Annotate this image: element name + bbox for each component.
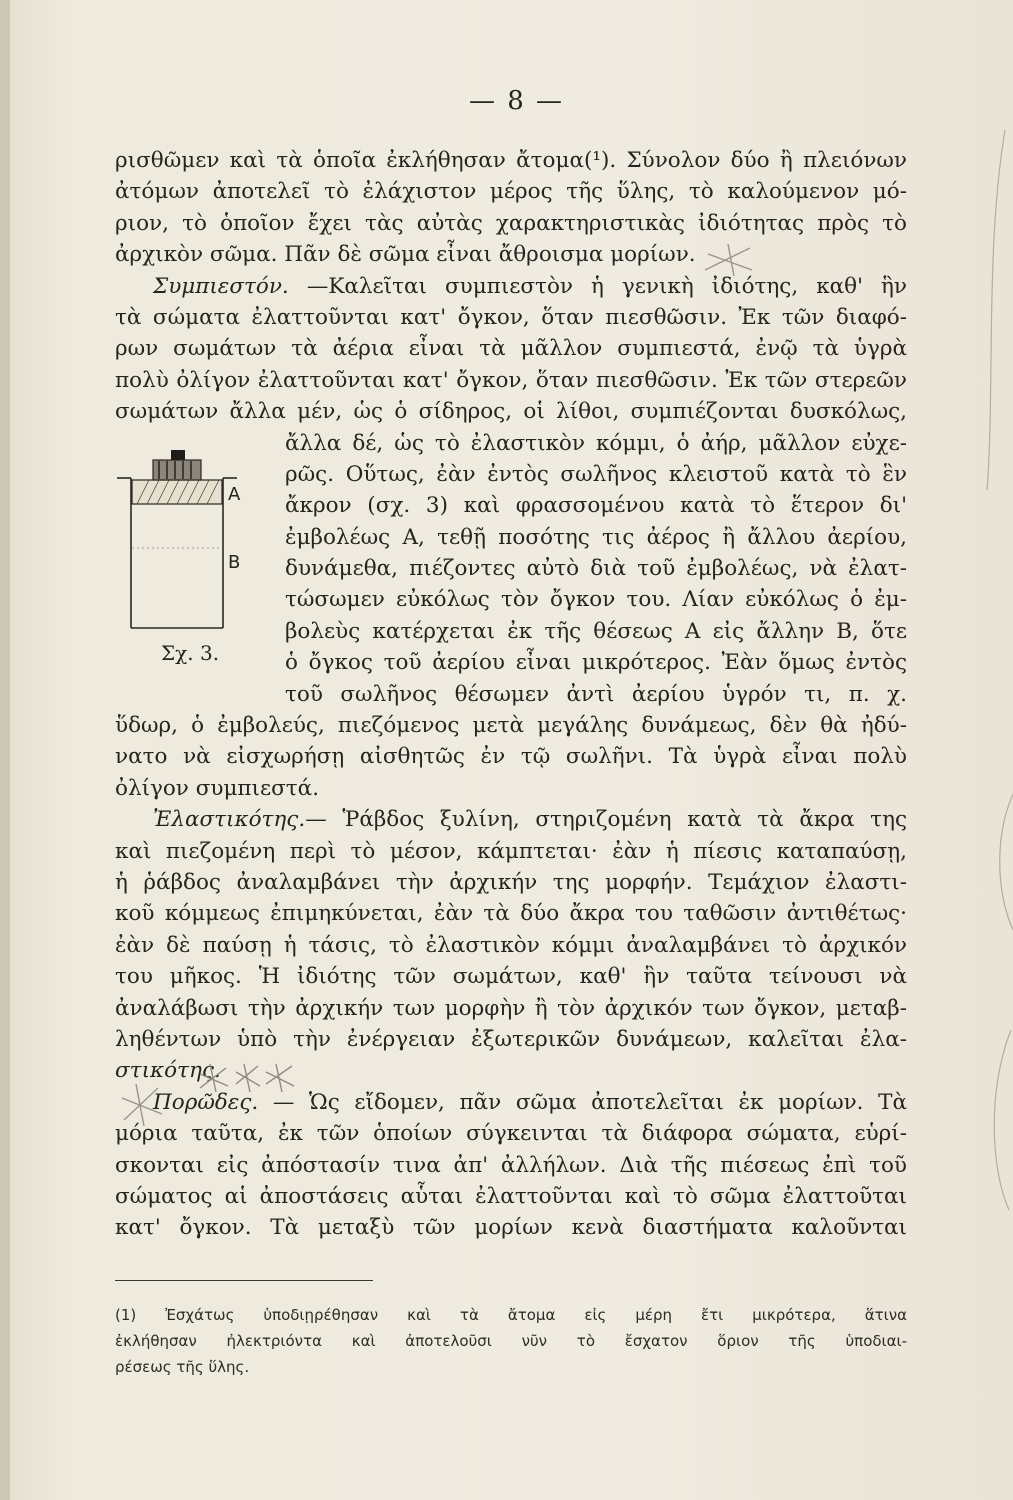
figure-block — [115, 428, 907, 711]
text-run: στικότης. — [115, 1058, 221, 1084]
text-line: ἡ ῥάβδος ἀναλαμβάνει τὴν ἀρχικήν της μορφήν. Τεμάχιον ἐλαστι- — [115, 869, 907, 895]
text-line: ἀτόμων ἀποτελεῖ τὸ ἐλάχιστον μέρος τῆς ὕλης, τὸ καλούμενον μό- — [115, 179, 907, 205]
text-line: νατο νὰ εἰσχωρήσῃ αἰσθητῶς ἐν τῷ σωλῆνι. Τὰ ὑγρὰ εἶναι πολὺ — [115, 744, 907, 770]
text-line: μόρια ταῦτα, ἐκ τῶν ὁποίων σύγκεινται τὰ διάφορα σώματα, εὑρί- — [115, 1121, 907, 1147]
text-line: ἄκρον (σχ. 3) καὶ φρασσομένου κατὰ τὸ ἕτερον δι' — [285, 493, 907, 519]
pencil-sketch-margin — [965, 130, 1013, 1330]
text-line: δυνάμεθα, πιέζοντες αὐτὸ διὰ τοῦ ἐμβολέως, νὰ ἐλατ- — [285, 556, 907, 582]
figure-label-a: A — [228, 483, 241, 505]
inset-text — [285, 428, 907, 711]
text-line: βολεὺς κατέρχεται ἐκ τῆς θέσεως Α εἰς ἄλλην Β, ὅτε — [285, 618, 907, 644]
footnote-line: ἐκλήθησαν ἠλεκτριόντα καὶ ἀποτελοῦσι νῦν τὸ ἔσχατον ὅριον τῆς ὑποδιαι- — [115, 1332, 907, 1350]
text-line — [115, 1087, 907, 1118]
footnote — [115, 1302, 907, 1380]
text-line: πολὺ ὀλίγον ἐλαττοῦνται κατ' ὄγκον, ὅταν πιεσθῶσιν. Ἐκ τῶν στερεῶν — [115, 367, 907, 393]
text-line: σώματος αἱ ἀποστάσεις αὗται ἐλαττοῦνται καὶ τὸ σῶμα ἐλαττοῦται — [115, 1183, 907, 1209]
footnote-divider — [115, 1280, 373, 1281]
text-line: ρων σωμάτων τὰ ἀέρια εἶναι τὰ μᾶλλον συμπιεστά, ἐνῷ τὰ ὑγρὰ — [115, 336, 907, 362]
text-line: κοῦ κόμμεως ἐπιμηκύνεται, ἐὰν τὰ δύο ἄκρα του ταθῶσιν ἀντιθέτως· — [115, 901, 907, 927]
text-line: ἀρχικὸν σῶμα. Πᾶν δὲ σῶμα εἶναι ἄθροισμα μορίων. — [115, 242, 696, 268]
text-line: τὰ σώματα ἐλαττοῦνται κατ' ὄγκον, ὅταν πιεσθῶσιν. Ἐκ τῶν διαφό- — [115, 304, 907, 330]
text-line: τοῦ σωλῆνος θέσωμεν ἀντὶ ἀερίου ὑγρόν τι, π. χ. — [285, 681, 907, 707]
text-line: ρῶς. Οὕτως, ἐὰν ἐντὸς σωλῆνος κλειστοῦ κατὰ τὸ ἓν — [285, 461, 907, 487]
text-line: ληθέντων ὑπὸ τὴν ἐνέργειαν ἐξωτερικῶν δυνάμεων, καλεῖται ἐλα- — [115, 1026, 907, 1052]
text-line: ὕδωρ, ὁ ἐμβολεύς, πιεζόμενος μετὰ μεγάλης δυνάμεως, δὲν θὰ ἠδύ- — [115, 713, 907, 739]
text-run: — Ὡς εἴδομεν, πᾶν σῶμα ἀποτελεῖται ἐκ μορίων. Τὰ — [272, 1089, 907, 1115]
text-run: —Καλεῖται συμπιεστὸν ἡ γενικὴ ἰδιότης, καθ' ἣν — [306, 273, 907, 299]
figure-label-b: B — [228, 551, 241, 573]
page-number: — 8 — — [468, 86, 565, 116]
text-line: του μῆκος. Ἡ ἰδιότης τῶν σωμάτων, καθ' ἣν ταῦτα τείνουσι νὰ — [115, 964, 907, 990]
text-line: ἄλλα δέ, ὡς τὸ ἐλαστικὸν κόμμι, ὁ ἀήρ, μᾶλλον εὐχε- — [285, 430, 907, 456]
text-line: ρισθῶμεν καὶ τὰ ὁποῖα ἐκλήθησαν ἄτομα(¹). Σύνολον δύο ἢ πλειόνων — [115, 148, 907, 173]
text-line: τώσωμεν εὐκόλως τὸν ὄγκον του. Λίαν εὐκόλως ὁ ἐμ- — [285, 587, 907, 613]
footnote-line: ρέσεως τῆς ὕλης. — [115, 1358, 250, 1376]
main-text — [115, 145, 907, 1244]
text-line — [115, 804, 907, 835]
figure-caption: Σχ. 3. — [161, 640, 220, 665]
text-line — [115, 271, 907, 302]
text-line — [115, 1055, 907, 1086]
section-heading-porosity: Πορῶδες. — [153, 1089, 259, 1115]
footnote-line: (1) Ἐσχάτως ὑποδιῃρέθησαν καὶ τὰ ἄτομα εἰς μέρη ἔτι μικρότερα, ἅτινα — [115, 1306, 907, 1324]
text-run: — Ῥάβδος ξυλίνη, στηριζομένη κατὰ τὰ ἄκρα της — [305, 807, 907, 833]
section-heading-elasticity: Ἐλαστικότης. — [153, 807, 306, 833]
text-line: ριον, τὸ ὁποῖον ἔχει τὰς αὐτὰς χαρακτηριστικὰς ἰδιότητας πρὸς τὸ — [115, 210, 907, 236]
text-line: σωμάτων ἄλλα μέν, ὡς ὁ σίδηρος, οἱ λίθοι, συμπιέζονται δυσκόλως, — [115, 399, 907, 425]
text-line: ὀλίγον συμπιεστά. — [115, 775, 320, 801]
text-line: ἐὰν δὲ παύσῃ ἡ τάσις, τὸ ἐλαστικὸν κόμμι ἀναλαμβάνει τὸ ἀρχικόν — [115, 932, 907, 958]
text-line: ἀναλάβωσι τὴν ἀρχικήν των μορφὴν ἢ τὸν ἀρχικόν των ὄγκον, μεταβ- — [115, 995, 907, 1021]
text-line: κατ' ὄγκον. Τὰ μεταξὺ τῶν μορίων κενὰ διαστήματα καλοῦνται — [115, 1215, 907, 1241]
text-line: ὁ ὄγκος τοῦ ἀερίου εἶναι μικρότερος. Ἐὰν ὅμως ἐντὸς — [285, 650, 907, 676]
text-line: σκονται εἰς ἀπόστασίν τινα ἀπ' ἀλλήλων. Διὰ τῆς πιέσεως ἐπὶ τοῦ — [115, 1152, 907, 1178]
text-line: καὶ πιεζομένη περὶ τὸ μέσον, κάμπτεται· ἐὰν ἡ πίεσις καταπαύσῃ, — [115, 838, 907, 864]
section-heading-compressible: Συμπιεστόν. — [153, 273, 289, 299]
text-line: ἐμβολέως Α, τεθῇ ποσότης τις ἀέρος ἢ ἄλλου ἀερίου, — [285, 524, 907, 550]
